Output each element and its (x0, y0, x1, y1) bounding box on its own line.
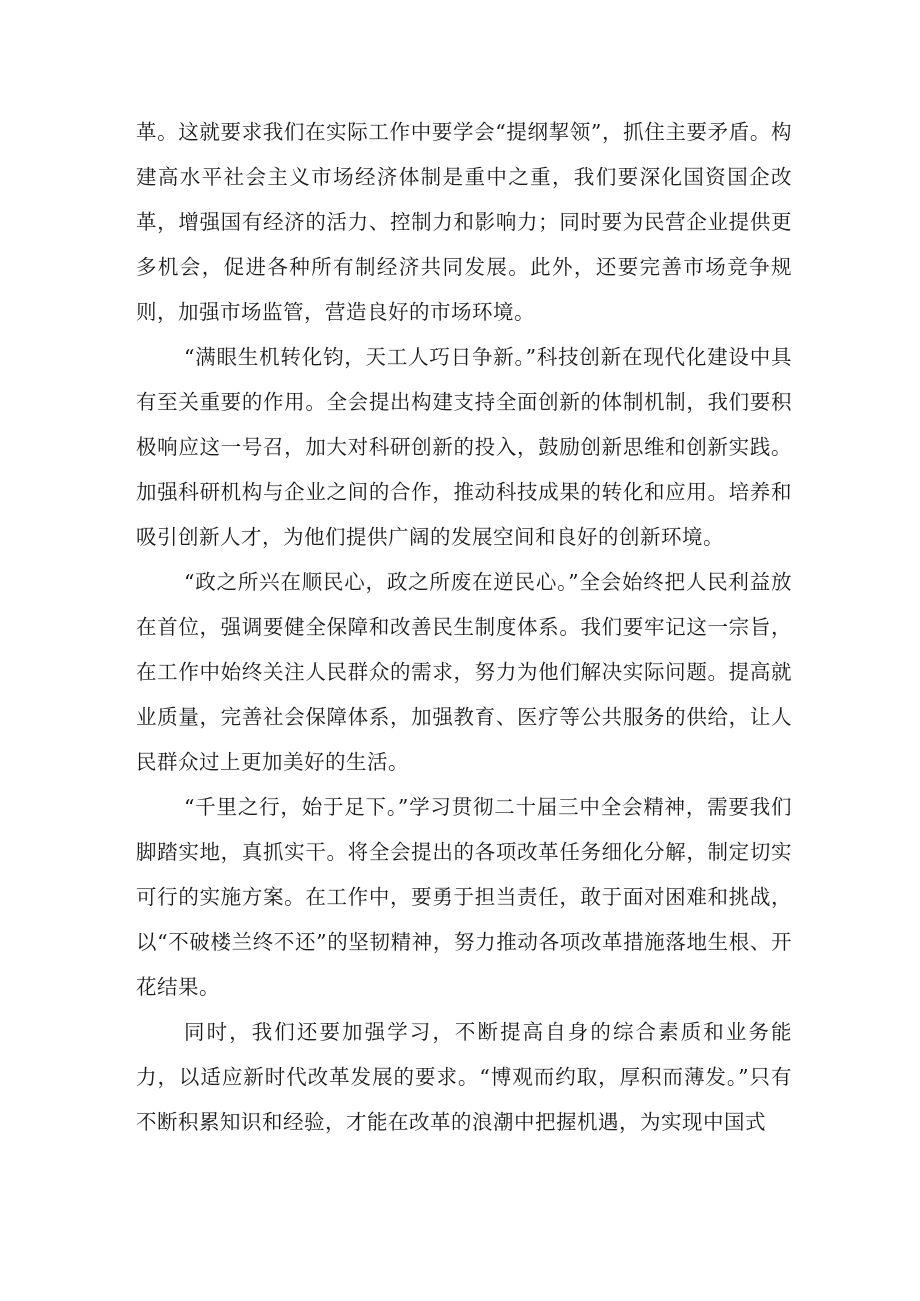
paragraph-1: 革。这就要求我们在实际工作中要学会“提纲挈领”，抓住主要矛盾。构建高水平社会主义市场经济体制是重中之重，我们要深化国资国企改革，增强国有经济的活力、控制力和影响力；同时要为民营企业提供更多机会，促进各种所有制经济共同发展。此外，还要完善市场竞争规则，加强市场监管，营造良好的市场环境。 (136, 120, 792, 324)
paragraph-3: “政之所兴在顺民心，政之所废在逆民心。”全会始终把人民利益放在首位，强调要健全保障和改善民生制度体系。我们要牢记这一宗旨，在工作中始终关注人民群众的需求，努力为他们解决实际问题。提高就业质量，完善社会保障体系，加强教育、医疗等公共服务的供给，让人民群众过上更加美好的生活。 (136, 570, 792, 774)
paragraph-5: 同时，我们还要加强学习，不断提高自身的综合素质和业务能力，以适应新时代改革发展的要求。“博观而约取，厚积而薄发。”只有不断积累知识和经验，才能在改革的浪潮中把握机遇，为实现中国式 (136, 1020, 792, 1134)
document-body (136, 110, 792, 1145)
paragraph-4: “千里之行，始于足下。”学习贯彻二十届三中全会精神，需要我们脚踏实地，真抓实干。将全会提出的各项改革任务细化分解，制定切实可行的实施方案。在工作中，要勇于担当责任，敢于面对困难和挑战，以“不破楼兰终不还”的坚韧精神，努力推动各项改革措施落地生根、开花结果。 (136, 795, 792, 999)
paragraph-2: “满眼生机转化钧，天工人巧日争新。”科技创新在现代化建设中具有至关重要的作用。全会提出构建支持全面创新的体制机制，我们要积极响应这一号召，加大对科研创新的投入，鼓励创新思维和创新实践。加强科研机构与企业之间的合作，推动科技成果的转化和应用。培养和吸引创新人才，为他们提供广阔的发展空间和良好的创新环境。 (136, 345, 792, 549)
